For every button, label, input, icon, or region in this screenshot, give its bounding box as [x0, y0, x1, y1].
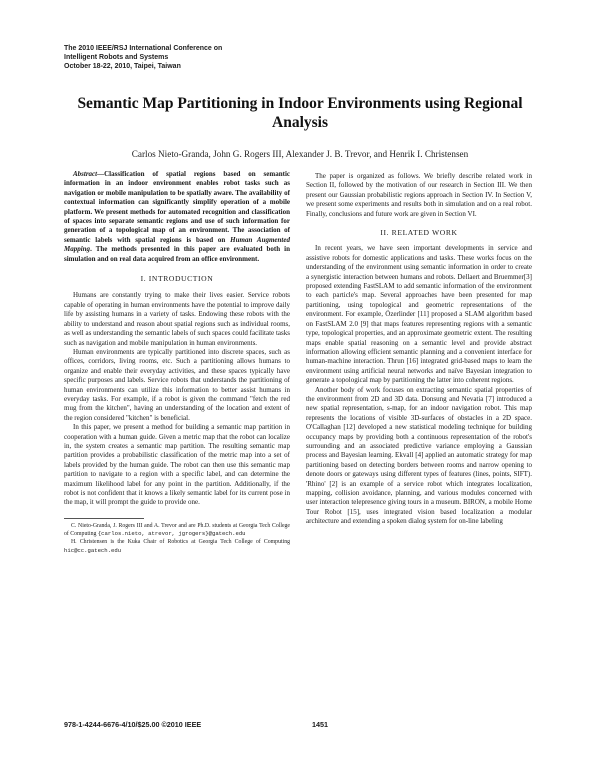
conference-line: October 18-22, 2010, Taipei, Taiwan — [64, 63, 181, 70]
paragraph: In this paper, we present a method for building a semantic map partition in cooperation with a human guide. Given a metric map that the robot can localize in, the system creates a semantic map partition. The resulting semantic map partition provides a probabilistic classification of the metric map into a set of labels provided by the human guide. The robot can then use this semantic map partition to navigate to a region with a specific label, and can determine the maximum likelihood label for any point in the partition. Additionally, if the robot is not confident that it knows a likely semantic label for its current pose in the map, it will prompt the guide to provide one. — [64, 423, 290, 507]
footnote — [64, 539, 290, 555]
abstract: Abstract—Classification of spatial regions based on semantic information in an indoor environment enables robot tasks such as navigation or mobile manipulation to be spatially aware. The availability of contextual information can significantly simplify operation of a mobile platform. We present methods for automated recognition and classification of spaces into separate semantic regions and use of such information for generation of a topological map of an environment. The association of semantic labels with spatial regions is based on Human Augmented Mapping. The methods presented in this paper are evaluated both in simulation and on real data acquired from an office environment. — [64, 170, 290, 263]
footnote-email: hic@cc.gatech.edu — [64, 546, 122, 554]
abstract-text: Classification of spatial regions based on semantic information in an indoor environment enables robot tasks such as navigation or mobile manipulation to be spatially aware. The availability of contextual information can significantly simplify operation of a mobile platform. We present methods for automated recognition and classification of spaces into separate semantic regions and use of such information for generation of a topological map of an environment. The association of semantic labels with spatial regions is based on — [64, 170, 290, 244]
paragraph: Human environments are typically partitioned into discrete spaces, such as offices, corridors, living rooms, etc. Such a partitioning allows humans to organize and enable their everyday activities, and these spaces typically have specific purposes and labels. Service robots that understands the partitioning of human environments can utilize this information to better assist humans in everyday tasks. For example, if a robot is given the command "fetch the red mug from the kitchen", having an understanding of the location and extent of the region considered "kitchen" is beneficial. — [64, 347, 290, 422]
conference-line: Intelligent Robots and Systems — [64, 54, 169, 61]
paragraph: Another body of work focuses on extracting semantic spatial properties of the environment from 2D and 3D data. Donsung and Nevatia [7] introduced a new spatial representation, s-map, for an indoor navigation robot. This map represents the locations of visible 3D-surfaces of obstacles in a 2D space. O'Callaghan [12] developed a new statistical modeling technique for building occupancy maps by providing both a continuous representation of the robot's surrounding and an associated predictive variance employing a Gaussian process and Bayesian learning. Ekvall [4] applied an automatic strategy for map partitioning based on detecting borders between rooms and narrow opening to denote doors or gateways using different types of features (lines, points, SIFT). 'Rhino' [2] is an example of a service robot which integrates localization, mapping, collision avoidance, planning, and various modules concerned with user interaction telepresence giving tours in a museum. BIRON, a mobile Home Tour Robot [15], uses integrated vision based localization a modular architecture and extending a spoken dialog system for on-line labeling — [306, 385, 532, 526]
footnote — [64, 523, 290, 539]
paper-title: Semantic Map Partitioning in Indoor Environments using Regional Analysis — [77, 95, 523, 131]
footnote-text: H. Christensen is the Kuka Chair of Robotics at Georgia Tech College of Computing — [71, 539, 290, 545]
left-column — [64, 170, 290, 555]
page-number: 1451 — [312, 720, 328, 729]
footnote-text: C. Nieto-Granda, J. Rogers III and A. Trevor and are Ph.D. students at Georgia Tech College of Computing — [64, 522, 290, 538]
footnote-rule — [64, 518, 144, 519]
conference-line: The 2010 IEEE/RSJ International Conference on — [64, 45, 223, 52]
paragraph: In recent years, we have seen important developments in service and assistive robots for domestic applications and tasks. These works focus on the understanding of the environment using semantic information in order to create a synergistic interaction between humans and robots. Dellaert and Bruemmer[3] proposed extending FastSLAM to add semantic information of the environment to each particle's map. Several approaches have been presented for map partitioning, using topological and geometric representations of the environment. For example, Özerlinder [11] proposed a SLAM algorithm based on FastSLAM 2.0 [9] that maps features representing regions with a semantic type, topological properties, and an approximate geometric extent. The resulting maps enable spatial reasoning on a semantic level and provide abstract information allowing efficient semantic planning and a convenient interface for human-machine interaction. Thrun [16] integrated grid-based maps to learn the environment using artificial neural networks and naïve Bayesian integration to generate a topological map by partitioning the latter into coherent regions. — [306, 244, 532, 385]
paragraph: Humans are constantly trying to make their lives easier. Service robots capable of operating in human environments have the potential to improve daily life by assisting humans in a variety of tasks. Endowing these robots with the ability to understand and reason about spatial regions such as individual rooms, as well as understanding the semantic labels of such spaces could facilitate tasks such as navigation and mobile manipulation in human environments. — [64, 291, 290, 347]
abstract-emphasis: Human Augmented Mapping — [64, 235, 290, 254]
section-heading-related-work: II. RELATED WORK — [380, 228, 458, 238]
author-list: Carlos Nieto-Granda, John G. Rogers III, Alexander J. B. Trevor, and Henrik I. Christensen — [131, 149, 469, 159]
footnote-email: {carlos.nieto, atrevor, jgrogers}@gatech.edu — [97, 530, 246, 538]
paragraph: The paper is organized as follows. We briefly describe related work in Section II, followed by the motivation of our research in Section III. We then present our Gaussian probabilistic regions approach in Section IV. In Section V, we present some experiments and results both in simulation and on a real robot. Finally, conclusions and future work are given in Section VI. — [306, 172, 532, 218]
conference-header — [64, 44, 324, 71]
isbn-copyright: 978-1-4244-6676-4/10/$25.00 ©2010 IEEE — [64, 720, 202, 729]
section-heading-introduction: I. INTRODUCTION — [140, 274, 214, 284]
abstract-label: Abstract — [73, 170, 98, 178]
right-column — [306, 172, 532, 527]
abstract-text-end: . The methods presented in this paper are evaluated both in simulation and on real data acquired from an office environment. — [64, 245, 290, 263]
